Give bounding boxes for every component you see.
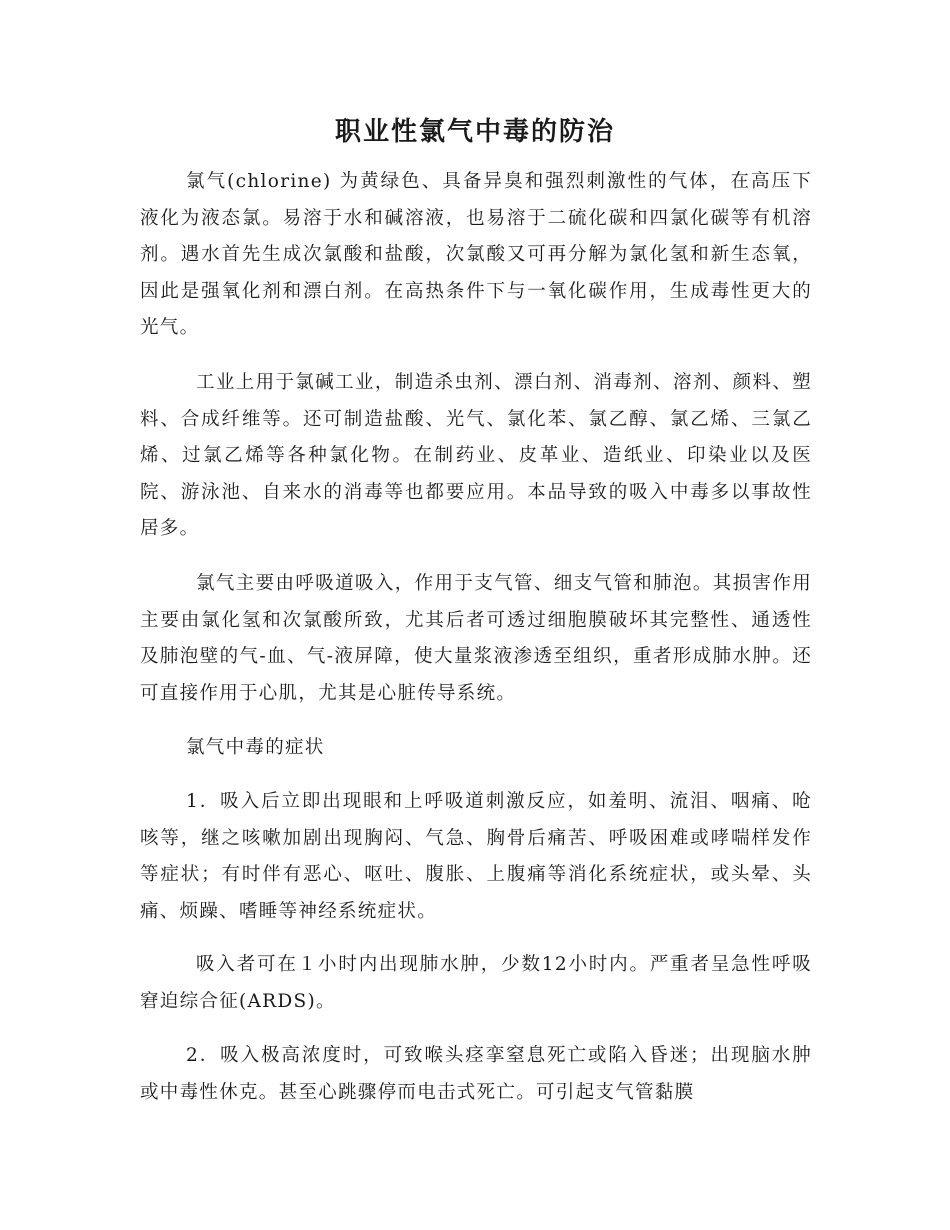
paragraph-pulmonary-edema: 吸入者可在１小时内出现肺水肿，少数12小时内。严重者呈急性呼吸窘迫综合征(ARDS)。 bbox=[140, 954, 812, 1012]
paragraph-mechanism: 氯气主要由呼吸道吸入，作用于支气管、细支气管和肺泡。其损害作用主要由氯化氢和次氯酸所致，尤其后者可透过细胞膜破坏其完整性、通透性及肺泡壁的气-血、气-液屏障，使大量浆液渗透至组织，重者形成肺水肿。还可直接作用于心肌，尤其是心脏传导系统。 bbox=[140, 573, 812, 704]
document-title: 职业性氯气中毒的防治 bbox=[334, 117, 615, 147]
paragraph-chlorine-properties: 氯气(chlorine) 为黄绿色、具备异臭和强烈刺激性的气体，在高压下液化为液态氯。易溶于水和碱溶液，也易溶于二硫化碳和四氯化碳等有机溶剂。遇水首先生成次氯酸和盐酸，次氯酸又可再分解为氯化氢和新生态氧，因此是强氧化剂和漂白剂。在高热条件下与一氧化碳作用，生成毒性更大的光气。 bbox=[140, 171, 812, 338]
paragraph-symptom-1: 1．吸入后立即出现眼和上呼吸道刺激反应，如羞明、流泪、咽痛、呛咳等，继之咳嗽加剧出现胸闷、气急、胸骨后痛苦、呼吸困难或哮喘样发作等症状；有时伴有恶心、呕吐、腹胀、上腹痛等消化系统症状，或头晕、头痛、烦躁、嗜睡等神经系统症状。 bbox=[140, 791, 812, 922]
paragraph-symptom-2: 2．吸入极高浓度时，可致喉头痉挛窒息死亡或陷入昏迷；出现脑水肿或中毒性休克。甚至心跳骤停而电击式死亡。可引起支气管黏膜 bbox=[140, 1045, 812, 1103]
section-heading-symptoms: 氯气中毒的症状 bbox=[186, 737, 325, 758]
paragraph-industrial-uses: 工业上用于氯碱工业，制造杀虫剂、漂白剂、消毒剂、溶剂、颜料、塑料、合成纤维等。还可制造盐酸、光气、氯化苯、氯乙醇、氯乙烯、三氯乙烯、过氯乙烯等各种氯化物。在制药业、皮革业、造纸业、印染业以及医院、游泳池、自来水的消毒等也都要应用。本品导致的吸入中毒多以事故性居多。 bbox=[140, 372, 812, 539]
